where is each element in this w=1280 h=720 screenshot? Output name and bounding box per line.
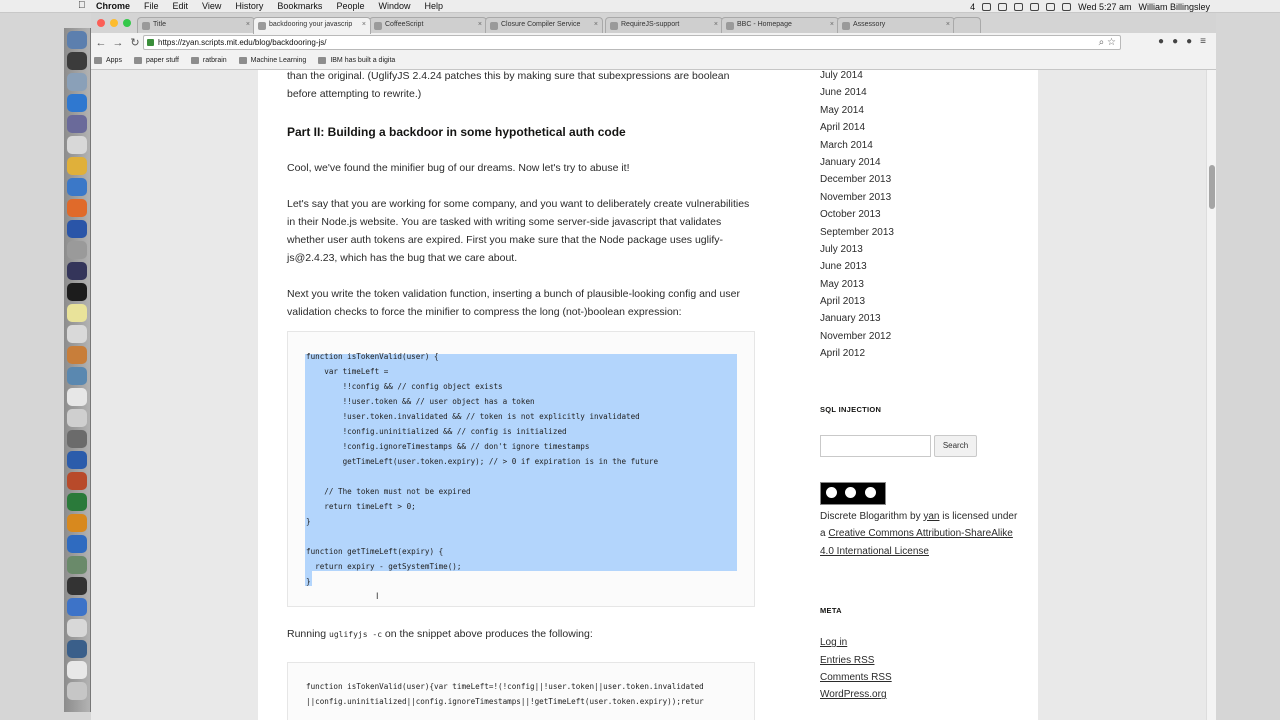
archive-link-text[interactable]: April 2013 <box>820 296 866 308</box>
search-input[interactable] <box>820 435 931 457</box>
window-controls <box>97 19 131 27</box>
finder-icon[interactable] <box>67 31 87 49</box>
archive-link-text[interactable]: July 2013 <box>820 243 863 255</box>
app-icon[interactable] <box>67 556 87 574</box>
trash-icon[interactable] <box>67 682 87 700</box>
archive-link-text[interactable]: April 2014 <box>820 122 866 134</box>
article-paragraph: Next you write the token validation function, inserting a bunch of plausible-looking config and user validation checks to force the minifier to compress the long (not-)boolean expression: <box>287 288 740 318</box>
code-text: function isTokenValid(user){var timeLeft=!(!config||!user.token||user.token.invalidated ||config.uninitialized||config.ignoreTimestamps||!getTimeLeft(user.token.expiry));retur <box>306 682 704 706</box>
archive-link[interactable] <box>820 310 1020 327</box>
word-icon[interactable] <box>67 451 87 469</box>
search-form <box>820 435 1020 457</box>
archive-link[interactable] <box>820 154 1020 171</box>
apps-icon <box>94 57 102 64</box>
menubar-status <box>970 0 1210 13</box>
page-favicon-icon <box>318 57 326 64</box>
archive-link-text[interactable]: November 2013 <box>820 191 892 203</box>
tab-favicon-icon <box>258 22 266 30</box>
chrome-icon[interactable] <box>67 157 87 175</box>
meta-link[interactable] <box>820 686 1020 703</box>
star-icon[interactable]: ⌕ ☆ <box>1098 37 1116 48</box>
app-icon[interactable] <box>67 136 87 154</box>
archive-link-text[interactable]: June 2014 <box>820 87 867 99</box>
menu-icon[interactable]: ≡ <box>1200 36 1206 47</box>
tab-favicon-icon <box>610 22 618 30</box>
article-paragraph: Cool, we've found the minifier bug of our dreams. Now let's try to abuse it! <box>287 162 630 174</box>
status-number: 4 <box>970 1 976 12</box>
app-icon[interactable] <box>67 472 87 490</box>
sidebar <box>820 70 1020 704</box>
running-text-before: Running <box>287 628 330 640</box>
archive-link[interactable] <box>820 171 1020 188</box>
archive-link-text[interactable]: January 2014 <box>820 156 881 168</box>
app-icon[interactable] <box>67 220 87 238</box>
code-text: function isTokenValid(user) { var timeLeft = !!config && // config object exists !!user.token && // user object has a token !user.token.invalidated && // token is not explicitly invalidated !config.uninitialized && // config is initialized !config.ignoreTimestamps && // don't ignore timestamps getTimeLeft(user.token.expiry); // > 0 if expiration is in the future // The token must not be expired return timeLeft > 0; } function getTimeLeft(expiry) { return expiry - getSystemTime(); } <box>306 352 659 586</box>
browser-toolbar <box>91 33 1216 52</box>
bookmark-paper-stuff[interactable] <box>134 57 179 64</box>
license-text-part: is licensed under a <box>820 510 1018 540</box>
tab-strip <box>91 13 1216 33</box>
minimize-window-icon[interactable] <box>110 19 118 27</box>
app-icon[interactable] <box>67 598 87 616</box>
wordpress-link[interactable]: WordPress.org <box>820 689 887 701</box>
photos-icon[interactable] <box>67 346 87 364</box>
code-block[interactable] <box>287 662 755 720</box>
text-cursor-icon: I <box>376 591 379 601</box>
archive-link-text[interactable]: May 2013 <box>820 278 864 290</box>
article-paragraph: than the original. (UglifyJS 2.4.24 patches this by making sure that subexpressions are boolean before attempting to rewrite.) <box>287 70 730 100</box>
bookmark-apps[interactable] <box>94 57 122 64</box>
tab-favicon-icon <box>490 22 498 30</box>
document-icon[interactable] <box>67 661 87 679</box>
wifi-icon[interactable] <box>1046 3 1055 11</box>
app-icon[interactable] <box>67 619 87 637</box>
app-icon[interactable] <box>67 262 87 280</box>
article-paragraph: Let's say that you are working for some company, and you want to deliberately create vulnerabilities in their Node.js website. You are tasked with writing some server-side javascript that validates whether user auth tokens are expired. First you make sure that the Node package uses uglify-js@2.4.23, which has the bug that we care about. <box>287 198 750 264</box>
tab-label: RequireJS-support <box>621 21 680 28</box>
search-button[interactable]: Search <box>934 435 977 457</box>
tab-bbc[interactable] <box>721 17 839 33</box>
address-url: https://zyan.scripts.mit.edu/blog/backdooring-js/ <box>158 38 327 47</box>
section-heading: Part II: Building a backdoor in some hypothetical auth code <box>287 125 626 139</box>
app-icon[interactable] <box>67 52 87 70</box>
archive-link[interactable] <box>820 189 1020 206</box>
tab-closure[interactable] <box>485 17 603 33</box>
tab-favicon-icon <box>374 22 382 30</box>
menu-items <box>96 1 457 11</box>
menu-edit[interactable]: Edit <box>172 1 189 11</box>
tab-label: Title <box>153 21 166 28</box>
battery-icon[interactable] <box>1062 3 1071 11</box>
app-icon[interactable] <box>67 514 87 532</box>
scrollbar-thumb[interactable] <box>1209 165 1215 209</box>
browser-window <box>91 13 1216 70</box>
extension-icon[interactable]: ● <box>1172 36 1179 47</box>
tab-requirejs[interactable] <box>605 17 723 33</box>
archive-link-text[interactable]: April 2012 <box>820 348 866 360</box>
page-scrollbar[interactable] <box>1206 70 1216 720</box>
meta-heading: META <box>820 606 842 616</box>
app-icon[interactable] <box>67 430 87 448</box>
cc-license-badge-icon[interactable] <box>820 482 886 505</box>
terminal-icon[interactable] <box>67 283 87 301</box>
archive-link-text[interactable]: March 2014 <box>820 139 873 151</box>
comments-rss-link[interactable]: Comments RSS <box>820 671 892 683</box>
firefox-icon[interactable] <box>67 199 87 217</box>
archive-link[interactable] <box>820 102 1020 119</box>
close-tab-icon[interactable]: × <box>477 21 482 28</box>
new-tab-button[interactable] <box>953 17 981 33</box>
apple-menu-icon[interactable] <box>78 0 86 11</box>
tab-favicon-icon <box>842 22 850 30</box>
running-text-after: on the snippet above produces the following: <box>382 628 593 640</box>
article-content <box>287 70 757 720</box>
archive-link[interactable] <box>820 70 1020 84</box>
sql-injection-heading: SQL INJECTION <box>820 404 882 414</box>
archive-link[interactable] <box>820 345 1020 362</box>
extension-icons <box>1158 36 1206 47</box>
by-icon <box>844 486 857 499</box>
tab-title[interactable] <box>137 17 255 33</box>
folder-icon <box>134 57 142 64</box>
app-icon[interactable] <box>67 325 87 343</box>
status-icon[interactable] <box>998 3 1007 11</box>
menu-app-chrome[interactable]: Chrome <box>96 1 131 11</box>
menubar-user[interactable]: William Billingsley <box>1138 1 1210 12</box>
archive-link-text[interactable]: July 2014 <box>820 70 863 81</box>
bookmark-label: IBM has built a digita <box>330 57 396 64</box>
app-icon[interactable] <box>67 241 87 259</box>
meta-link[interactable] <box>820 669 1020 686</box>
status-icon[interactable] <box>982 3 991 11</box>
archive-link[interactable] <box>820 276 1020 293</box>
app-icon[interactable] <box>67 535 87 553</box>
menu-history[interactable]: History <box>235 1 264 11</box>
archive-link[interactable] <box>820 137 1020 154</box>
author-link[interactable]: yan <box>923 510 940 522</box>
tab-label: BBC - Homepage <box>737 21 792 28</box>
maximize-window-icon[interactable] <box>123 19 131 27</box>
notes-icon[interactable] <box>67 304 87 322</box>
bookmark-label: paper stuff <box>145 57 179 64</box>
status-icon[interactable] <box>1030 3 1039 11</box>
bookmark-label: Apps <box>106 57 122 64</box>
close-tab-icon[interactable]: × <box>713 21 718 28</box>
tab-label: backdooring your javascrip <box>269 21 353 28</box>
tab-favicon-icon <box>142 22 150 30</box>
bookmark-ratbrain[interactable] <box>191 57 227 64</box>
meta-link[interactable] <box>820 652 1020 669</box>
tab-assessory[interactable] <box>837 17 955 33</box>
app-icon[interactable] <box>67 115 87 133</box>
menu-file[interactable]: File <box>144 1 159 11</box>
bookmark-machine-learning[interactable] <box>239 57 307 64</box>
bookmark-ibm[interactable] <box>318 57 395 64</box>
secure-lock-icon <box>147 39 154 46</box>
close-window-icon[interactable] <box>97 19 105 27</box>
archive-link[interactable] <box>820 206 1020 223</box>
tab-label: CoffeeScript <box>385 21 424 28</box>
meta-link[interactable] <box>820 634 1020 651</box>
archive-link-text[interactable]: January 2013 <box>820 313 881 325</box>
archive-link[interactable] <box>820 84 1020 101</box>
archive-link-text[interactable]: May 2014 <box>820 104 864 116</box>
license-text-part: Discrete Blogarithm by <box>820 510 924 522</box>
bookmark-label: Machine Learning <box>250 57 307 64</box>
back-icon[interactable]: ← <box>95 36 107 49</box>
page-viewport <box>91 70 1216 720</box>
status-icon[interactable] <box>1014 3 1023 11</box>
entries-rss-link[interactable]: Entries RSS <box>820 654 875 666</box>
login-link[interactable]: Log in <box>820 637 848 649</box>
close-tab-icon[interactable]: × <box>245 21 250 28</box>
inline-code: uglifyjs -c <box>329 630 383 639</box>
meta-list <box>820 634 1020 704</box>
code-block[interactable] <box>287 331 755 607</box>
archive-link[interactable] <box>820 328 1020 345</box>
archive-link[interactable] <box>820 119 1020 136</box>
license-text <box>820 508 1020 561</box>
archive-link-text[interactable]: June 2013 <box>820 261 867 273</box>
calendar-icon[interactable] <box>67 388 87 406</box>
archive-link-text[interactable]: October 2013 <box>820 209 881 221</box>
app-icon[interactable] <box>67 73 87 91</box>
app-icon[interactable] <box>67 409 87 427</box>
forward-icon[interactable]: → <box>112 36 124 49</box>
dock <box>64 28 91 712</box>
close-tab-icon[interactable]: × <box>361 21 366 28</box>
macos-menubar <box>0 0 1280 13</box>
app-icon[interactable] <box>67 367 87 385</box>
app-icon[interactable] <box>67 94 87 112</box>
excel-icon[interactable] <box>67 493 87 511</box>
archive-link-text[interactable]: November 2012 <box>820 330 892 342</box>
tab-label: Closure Compiler Service <box>501 21 581 28</box>
tab-coffeescript[interactable] <box>369 17 487 33</box>
menu-window[interactable]: Window <box>378 1 411 11</box>
license-link[interactable]: Creative Commons Attribution-ShareAlike 4.0 International License <box>820 528 1013 557</box>
app-icon[interactable] <box>67 178 87 196</box>
app-icon[interactable] <box>67 640 87 658</box>
sa-icon <box>864 486 877 499</box>
menubar-clock[interactable]: Wed 5:27 am <box>1078 1 1132 12</box>
archive-link[interactable] <box>820 224 1020 241</box>
bookmarks-bar <box>91 52 1216 70</box>
address-bar[interactable] <box>143 35 1121 50</box>
close-tab-icon[interactable]: × <box>945 21 950 28</box>
app-icon[interactable] <box>67 577 87 595</box>
archive-link-text[interactable]: December 2013 <box>820 174 892 186</box>
extension-icon[interactable]: ● <box>1158 36 1165 47</box>
menu-view[interactable]: View <box>202 1 222 11</box>
folder-icon <box>239 57 247 64</box>
menu-help[interactable]: Help <box>424 1 443 11</box>
reload-icon[interactable]: ↻ <box>130 36 140 49</box>
tab-label: Assessory <box>853 21 886 28</box>
extension-icon[interactable]: ● <box>1186 36 1193 47</box>
folder-icon <box>191 57 199 64</box>
article-paragraph <box>287 625 757 644</box>
menu-people[interactable]: People <box>336 1 365 11</box>
archive-link-text[interactable]: September 2013 <box>820 226 894 238</box>
archive-list <box>820 70 1020 363</box>
archive-link[interactable] <box>820 258 1020 275</box>
blog-page <box>258 70 1038 720</box>
tab-backdooring[interactable] <box>253 17 371 34</box>
bookmark-label: ratbrain <box>202 57 227 64</box>
archive-link[interactable] <box>820 293 1020 310</box>
close-tab-icon[interactable]: × <box>829 21 834 28</box>
close-tab-icon[interactable]: × <box>593 21 598 28</box>
archive-link[interactable] <box>820 241 1020 258</box>
tab-favicon-icon <box>726 22 734 30</box>
menu-bookmarks[interactable]: Bookmarks <box>277 1 323 11</box>
cc-icon <box>825 486 838 499</box>
